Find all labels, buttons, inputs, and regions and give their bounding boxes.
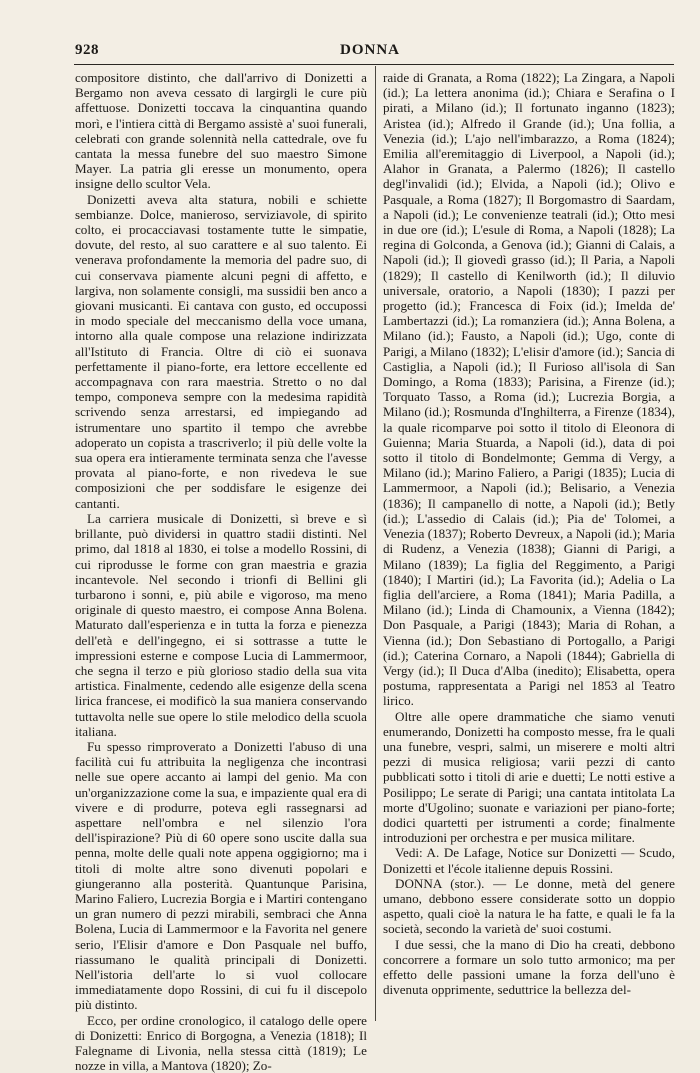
paragraph: I due sessi, che la mano di Dio ha creati, debbono concorrere a formare un solo tutto armonico; ma per effetto delle passioni umane la forza dell'uno è divenuta opprimente, seduttrice la bellezza del- xyxy=(383,936,675,998)
left-column xyxy=(75,70,367,1073)
header-rule xyxy=(74,64,674,65)
paragraph: Vedi: A. De Lafage, Notice sur Donizetti — Scudo, Donizetti et l'école italienne depuis Rossini. xyxy=(383,845,675,876)
paragraph: compositore distinto, che dall'arrivo di Donizetti a Bergamo non aveva cessato di largirgli le cure più affettuose. Donizetti toccava la cinquantina quando morì, e l'intiera città di Bergamo assistè a' suoi funerali, celebrati con grande solennità nella cattedrale, ove fu cantata la messa funebre del suo maestro Simone Mayer. La patria gli eresse un monumento, opera insigne dello scultor Vela. xyxy=(75,70,367,192)
paragraph: Donizetti aveva alta statura, nobili e schiette sembianze. Dolce, manieroso, serviziavole, di spirito colto, ei procacciavasi tostamente tutte le simpatie, dovute, del resto, al suo carattere e al suo talento. Ei venerava profondamente la memoria del padre suo, di cui conservava piamente alcuni pegni di affetto, e largiva, non solamente consigli, ma sussidii ben anco a giovani musicanti. Ei cantava con gusto, ed occupossi in modo speciale del meccanismo della voce umana, intorno alla quale compose una relazione indirizzata all'Istituto di Francia. Oltre di ciò ei suonava perfettamente il piano-forte, era lettore eccellente ed accompagnava con rara maestria. Stretto o no dal tempo, componeva sempre con la medesima rapidità scrivendo senza arrestarsi, ed impiegando ad istrumentare uno spartito il tempo che avrebbe adoperato un copista a trascriverlo; il più delle volte la sua opera era intieramente terminata senza che l'avesse provata al piano-forte, e non rivedeva le sue composizioni che per soddisfare le esigenze dei cantanti. xyxy=(75,191,367,511)
paragraph: DONNA (stor.). — Le donne, metà del genere umano, debbono essere considerate sotto un doppio aspetto, quali cioè la natura le ha fatte, e quali le fa la società, secondo la varietà de' suoi costumi. xyxy=(383,875,675,937)
running-title: DONNA xyxy=(340,42,400,58)
page-header xyxy=(70,42,670,64)
page-number: 928 xyxy=(75,42,99,58)
paragraph: Oltre alle opere drammatiche che siamo venuti enumerando, Donizetti ha composto messe, fra le quali una funebre, vespri, salmi, un miserere e molti altri pezzi di musica religiosa; varii pezzi di canto pubblicati sotto i titoli di arie e duetti; Le notti estive a Posilippo; Le serate di Parigi; una cantata intitolata La morte d'Ugolino; suonate e variazioni per piano-forte; dodici quartetti per istrumenti a corde; finalmente introduzioni per orchestra e per musica militare. xyxy=(383,708,675,846)
paragraph: Fu spesso rimproverato a Donizetti l'abuso di una facilità cui fu attribuita la negligenza che incontrasi nelle sue opere accanto ai lampi del genio. Ma con un'organizzazione come la sua, e impaziente qual era di vivere e di produrre, poteva egli rassegnarsi ad aspettare nell'ombra e nel silenzio l'ora dell'ispirazione? Più di 60 opere sono uscite dalla sua penna, molte delle quali note appena oggigiorno; ma i titoli di molte altre sono divenuti popolari e giungeranno alla posterità. Quantunque Parisina, Marino Faliero, Lucrezia Borgia e i Martiri contengano un gran numero di pezzi mirabili, sembraci che Anna Bolena, Lucia di Lammermoor e la Favorita nel genere serio, l'Elisir d'amore e Don Pasquale nel buffo, riassumano le qualità principali di Donizetti. Nell'istoria dell'arte lo si vuol collocare immediatamente dopo Rossini, di cui fu il discepolo più distinto. xyxy=(75,738,367,1013)
right-column xyxy=(383,70,675,1020)
paragraph: La carriera musicale di Donizetti, sì breve e sì brillante, può dividersi in quattro stadii distinti. Nel primo, dal 1818 al 1830, ei tolse a modello Rossini, di cui riprodusse le forme con gran maestria e grazia incantevole. Nel secondo i trionfi di Bellini gli turbarono i sonni, e, più abile e vigoroso, ma meno originale di questo maestro, ei compose Anna Bolena. Maturato dall'esperienza e in tutta la forza e pienezza dell'età e dell'ingegno, ei si sottrasse a tutte le impressioni esterne e compose Lucia di Lammermoor, che segna il terzo e più glorioso stadio della sua vita artistica. Finalmente, cedendo alle esigenze della scena lirica francese, ei modificò la sua maniera conservando tuttavolta nelle sue opere lo stile melodico della scuola italiana. xyxy=(75,510,367,739)
paragraph: Ecco, per ordine cronologico, il catalogo delle opere di Donizetti: Enrico di Borgogna, a Venezia (1818); Il Falegname di Livonia, nella stessa città (1819); Le nozze in villa, a Mantova (1820); Zo- xyxy=(75,1012,367,1073)
column-divider xyxy=(375,66,376,1021)
paragraph: raide di Granata, a Roma (1822); La Zingara, a Napoli (id.); La lettera anonima (id.); Chiara e Serafina o I pirati, a Milano (id.); Il fortunato inganno (1823); Aristea (id.); Alfredo il Grande (id.); Una follia, a Venezia (id.); L'ajo nell'imbarazzo, a Roma (1824); Emilia all'eremitaggio di Liverpool, a Napoli (id.); Alahor in Granata, a Palermo (1826); Il castello degl'invalidi (id.); Elvida, a Napoli (id.); Olivo e Pasquale, a Roma (1827); Il Borgomastro di Saardam, a Napoli (id.); Le convenienze teatrali (id.); Otto mesi in due ore (id.); L'esule di Roma, a Napoli (1828); La regina di Golconda, a Genova (id.); Gianni di Calais, a Napoli (id.); Il giovedì grasso (id.); Il Paria, a Napoli (1829); Il castello di Kenilworth (id.); Il diluvio universale, oratorio, a Napoli (1830); I pazzi per progetto (id.); Francesca di Foix (id.); Imelda de' Lambertazzi (id.); La romanziera (id.); Anna Bolena, a Milano (id.); Fausto, a Napoli (id.); Ugo, conte di Parigi, a Milano (1832); L'elisir d'amore (id.); Sancia di Castiglia, a Napoli (id.); Il Furioso all'isola di San Domingo, a Roma (1833); Parisina, a Firenze (id.); Torquato Tasso, a Roma (id.); Lucrezia Borgia, a Milano (id.); Rosmunda d'Inghilterra, a Firenze (1834), la quale ricomparve poi sotto il titolo di Eleonora di Guienna; Maria Stuarda, a Napoli (id.), data di poi sotto il titolo di Bondelmonte; Gemma di Vergy, a Milano (id.); Marino Faliero, a Parigi (1835); Lucia di Lammermoor, a Napoli (id.); Belisario, a Venezia (1836); Il campanello di notte, a Napoli (id.); Betly (id.); L'assedio di Calais (id.); Pia de' Tolomei, a Venezia (1837); Roberto Devreux, a Napoli (id.); Maria di Rudenz, a Venezia (1838); Gianni di Parigi, a Milano (1839); La figlia del Reggimento, a Parigi (1840); I Martiri (id.); La Favorita (id.); Adelia o La figlia dell'arciere, a Roma (1841); Maria Padilla, a Milano (id.); Linda di Chamounix, a Vienna (1842); Don Pasquale, a Parigi (1843); Maria di Rohan, a Vienna (id.); Don Sebastiano di Portogallo, a Parigi (id.); Caterina Cornaro, a Napoli (1844); Gabriella di Vergy (id.); Il Duca d'Alba (inedito); Elisabetta, opera postuma, rappresentata a Parigi nel 1853 al Teatro lirico. xyxy=(383,70,675,709)
